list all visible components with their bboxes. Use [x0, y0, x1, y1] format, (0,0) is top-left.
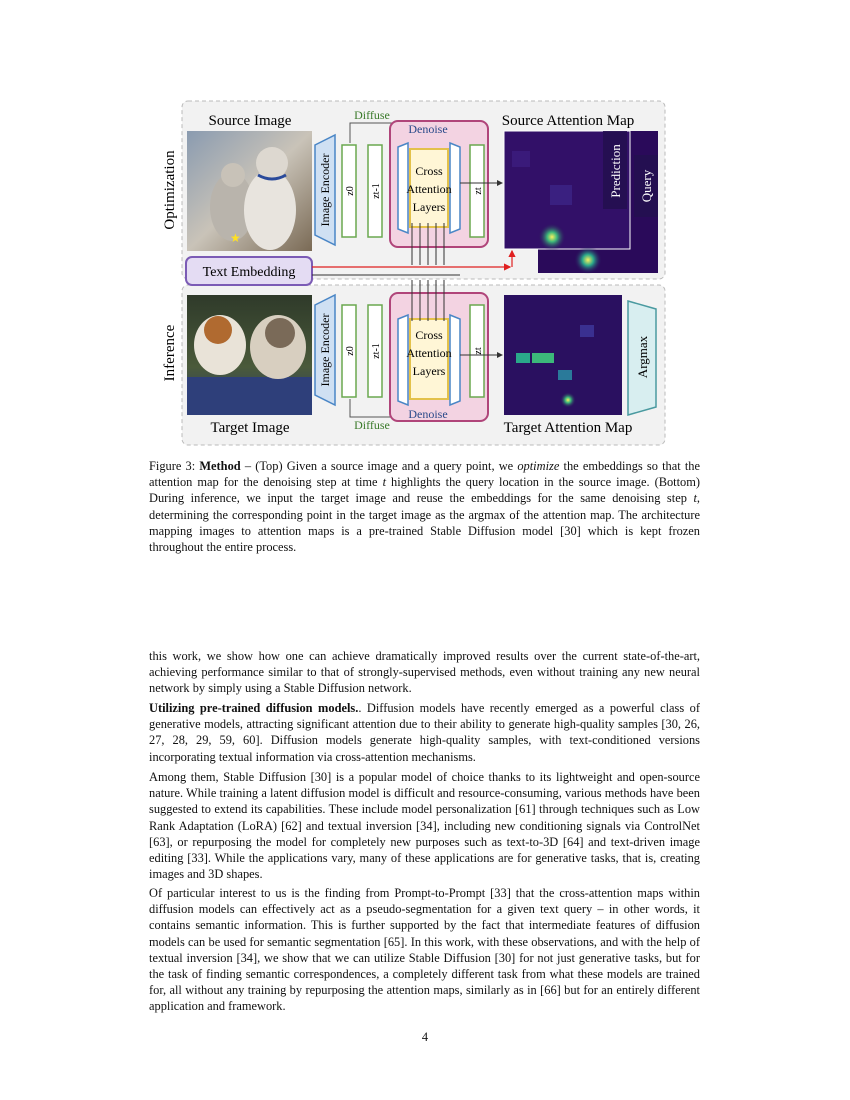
denoise-label-bottom: Denoise: [408, 407, 448, 421]
caption-text-1: – (Top) Given a source image and a query point, we: [240, 459, 518, 473]
query-label: Query: [639, 169, 654, 203]
caption-emph-2: t: [382, 475, 387, 490]
target-image-label: Target Image: [210, 420, 290, 436]
target-attention-map: [504, 295, 622, 415]
z0-label-2: z0: [345, 346, 356, 356]
zt-label: zt: [473, 187, 484, 195]
optimization-label: Optimization: [162, 150, 178, 230]
zt1-label-2: zt-1: [371, 343, 382, 359]
diffuse-label-top: Diffuse: [354, 108, 390, 122]
attention-label-2: Attention: [406, 346, 452, 360]
paragraph-1: this work, we show how one can achieve dramatically improved results over the current state-of-the-art, achieving performance similar to that of strongly-supervised methods, even without training any new neural network by simply using a Stable Diffusion network.: [149, 649, 700, 696]
text-embedding-label: Text Embedding: [202, 265, 296, 280]
target-attention-label: Target Attention Map: [503, 420, 633, 436]
image-encoder-label-2: Image Encoder: [318, 313, 332, 387]
unet-bottom: [398, 315, 460, 405]
paragraph-2-heading: Utilizing pre-trained diffusion models.: [149, 701, 359, 715]
layers-label: Layers: [412, 200, 446, 214]
page-number: 4: [421, 1030, 429, 1044]
denoise-label-top: Denoise: [408, 122, 448, 136]
attention-label: Attention: [406, 182, 452, 196]
argmax-label: Argmax: [635, 335, 650, 379]
caption-label: Figure 3:: [149, 459, 196, 473]
cross-label: Cross: [415, 164, 443, 178]
method-figure: [160, 95, 690, 450]
inference-label: Inference: [162, 324, 178, 382]
prediction-label: Prediction: [608, 144, 623, 198]
source-image: [187, 131, 312, 251]
caption-title: Method: [199, 459, 241, 473]
source-attention-label: Source Attention Map: [501, 113, 635, 129]
caption-text-2: the embeddings so that the attention map for the denoising step at time: [149, 459, 700, 490]
layers-label-2: Layers: [412, 364, 446, 378]
paragraph-4: Of particular interest to us is the finding from Prompt-to-Prompt [33] that the cross-attention maps within diffusion models can effectively act as a pseudo-segmentation for a given text query – in other words, it contains semantic information. This is further supported by the fact that intermediate features of diffusion models can be used for semantic segmentation [65]. In this work, with these observations, and with the help of textual inversion [34], we show that we can utilize Stable Diffusion [30] for not just generative tasks, but for the task of finding semantic correspondences, a completely different task from what these models are trained for, all without any training by repurposing the attention maps, similarly as in [66] but for an entirely different application and framework.: [149, 886, 700, 1014]
caption-emph-3: t: [693, 491, 697, 506]
zt-label-2: zt: [473, 347, 484, 355]
cross-label-2: Cross: [415, 328, 443, 342]
caption-text-4: , determining the corresponding point in the target image as the argmax of the attention map. The architecture mapping images to attention maps is a pre-trained Stable Diffusion model [30] which is kept frozen throughout the entire process.: [149, 491, 700, 555]
caption-emph-1: optimize: [517, 459, 560, 473]
paragraph-3: Among them, Stable Diffusion [30] is a popular model of choice thanks to its lightweight and open-source nature. While training a latent diffusion model is difficult and resource-consuming, various methods have been suggested to extend its capabilities. These include model personalization [61] through techniques such as Low Rank Adaptation (LoRA) [62] and textual inversion [34], including new conditioning signals via ControlNet [63], or repurposing the model for completely new purposes such as text-to-3D [64] and text-driven image editing [33]. While the applications vary, many of these applications are for generative tasks, that is, creating images and 3D shapes.: [149, 770, 700, 882]
query-star-icon: ★: [230, 231, 241, 245]
source-image-label: Source Image: [208, 113, 292, 129]
paragraph-2-body: . Diffusion models have recently emerged as a powerful class of generative models, attracting significant attention due to their ability to generate high-quality samples [30, 26, 27, 28, 29, 59, 60]. Diffusion models generate high-quality samples, with text-conditioned versions incorporating textual information via cross-attention mechanisms.: [149, 701, 700, 764]
caption-text-3: highlights the query location in the source image. (Bottom) During inference, we input the target image and reuse the embeddings for the same denoising step: [149, 475, 700, 506]
unet-top: [398, 143, 460, 233]
zt1-label: zt-1: [371, 183, 382, 199]
image-encoder-label: Image Encoder: [318, 153, 332, 227]
target-image: [187, 295, 312, 415]
z0-label: z0: [345, 186, 356, 196]
paragraph-2: [149, 700, 700, 765]
diffuse-label-bottom: Diffuse: [354, 418, 390, 432]
figure-caption: [149, 458, 700, 555]
